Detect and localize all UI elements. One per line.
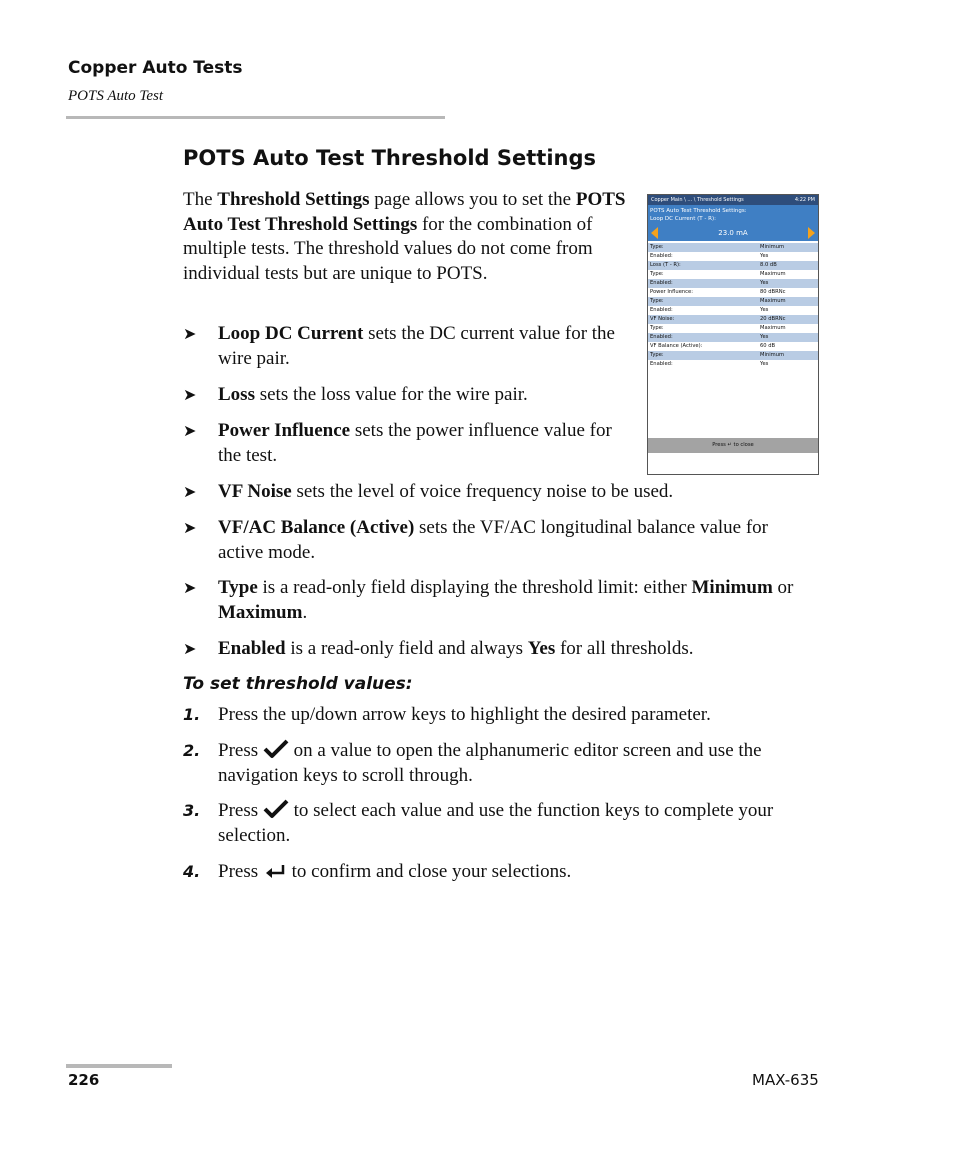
bullet-item xyxy=(183,637,823,663)
checkmark-icon xyxy=(263,739,289,759)
device-row[interactable] xyxy=(648,252,818,261)
bullet-text: Loop DC Current sets the DC current value for the wire pair. xyxy=(218,323,615,369)
bullet-item xyxy=(183,576,823,626)
device-row-label: Enabled: xyxy=(650,253,673,259)
device-row-value: 8.0 dB xyxy=(760,262,777,268)
device-row-label: VF Balance (Active): xyxy=(650,343,703,349)
device-row[interactable] xyxy=(648,243,818,252)
intro-text-3: for the combination of multiple tests. The threshold values do not come from individual tests but are unique to POTS. xyxy=(183,213,593,284)
device-row-label: Type: xyxy=(650,298,664,304)
step-text: Press on a value to open the alphanumeric editor screen and use the navigation keys to scroll through. xyxy=(218,740,762,786)
chapter-title: Copper Auto Tests xyxy=(68,58,243,78)
procedure-step xyxy=(183,703,823,729)
device-row[interactable] xyxy=(648,279,818,288)
arrowhead-bullet-icon: ➤ xyxy=(183,423,197,440)
procedure-step xyxy=(183,799,823,849)
device-row-value: Yes xyxy=(760,307,769,313)
device-row-value: Maximum xyxy=(760,325,786,331)
device-row[interactable] xyxy=(648,288,818,297)
device-footer[interactable]: Press ↵ to close xyxy=(648,438,818,453)
device-row-value: 60 dB xyxy=(760,343,776,349)
device-field-value[interactable]: 23.0 mA xyxy=(718,229,748,237)
device-row-label: Enabled: xyxy=(650,307,673,313)
device-row-value: Yes xyxy=(760,334,769,340)
device-row-label: Loss (T - R): xyxy=(650,262,681,268)
device-row[interactable] xyxy=(648,360,818,369)
device-header xyxy=(648,205,818,241)
device-row-value: Minimum xyxy=(760,244,785,250)
device-row-label: Enabled: xyxy=(650,334,673,340)
device-clock: 4:22 PM xyxy=(794,197,815,203)
section-heading: POTS Auto Test Threshold Settings xyxy=(183,146,597,170)
device-row-label: Enabled: xyxy=(650,280,673,286)
device-titlebar xyxy=(648,195,818,205)
device-row-value: Yes xyxy=(760,361,769,367)
arrowhead-bullet-icon: ➤ xyxy=(183,641,197,658)
device-row[interactable] xyxy=(648,270,818,279)
section-subtitle: POTS Auto Test xyxy=(68,88,164,104)
intro-text-1: The xyxy=(183,189,218,210)
device-row[interactable] xyxy=(648,297,818,306)
device-window-title: Copper Main \ ... \ Threshold Settings xyxy=(651,197,744,203)
device-row-value: Maximum xyxy=(760,271,786,277)
device-row[interactable] xyxy=(648,261,818,270)
device-heading: POTS Auto Test Threshold Settings: xyxy=(650,208,747,214)
device-row-label: Type: xyxy=(650,271,664,277)
arrowhead-bullet-icon: ➤ xyxy=(183,387,197,404)
device-screenshot xyxy=(647,194,819,475)
device-row-value: Yes xyxy=(760,253,769,259)
device-row[interactable] xyxy=(648,351,818,360)
step-text: Press to select each value and use the function keys to complete your selection. xyxy=(218,800,774,846)
checkmark-icon xyxy=(263,799,289,819)
step-number: 3. xyxy=(183,801,201,820)
device-row-label: Power Influence: xyxy=(650,289,693,295)
device-row-label: Type: xyxy=(650,325,664,331)
device-row-label: Type: xyxy=(650,352,664,358)
header-divider xyxy=(66,116,445,119)
bullet-text: Enabled is a read-only field and always Yes for all thresholds. xyxy=(218,638,694,659)
bullet-item xyxy=(183,322,643,372)
step-text: Press the up/down arrow keys to highlight the desired parameter. xyxy=(218,704,711,725)
intro-text-2: page allows you to set the xyxy=(369,189,576,210)
page-number: 226 xyxy=(68,1071,100,1089)
device-row-label: Type: xyxy=(650,244,664,250)
intro-paragraph xyxy=(183,188,641,286)
bullet-text: VF/AC Balance (Active) sets the VF/AC longitudinal balance value for active mode. xyxy=(218,517,768,563)
right-arrow-icon[interactable] xyxy=(808,227,815,239)
arrowhead-bullet-icon: ➤ xyxy=(183,580,197,597)
bullet-text: Power Influence sets the power influence value for the test. xyxy=(218,420,612,466)
bullet-item xyxy=(183,480,823,506)
bullet-item xyxy=(183,419,643,469)
return-arrow-icon xyxy=(263,860,287,880)
step-number: 1. xyxy=(183,705,201,724)
device-row[interactable] xyxy=(648,306,818,315)
bullet-text: Loss sets the loss value for the wire pair. xyxy=(218,384,528,405)
arrowhead-bullet-icon: ➤ xyxy=(183,484,197,501)
device-row[interactable] xyxy=(648,324,818,333)
device-row[interactable] xyxy=(648,315,818,324)
device-row-value: Yes xyxy=(760,280,769,286)
procedure-step xyxy=(183,739,823,789)
device-row-value: 80 dBRNc xyxy=(760,289,786,295)
arrowhead-bullet-icon: ➤ xyxy=(183,326,197,343)
device-row[interactable] xyxy=(648,333,818,342)
footer-divider xyxy=(66,1064,172,1068)
procedure-step xyxy=(183,860,823,886)
step-text: Press to confirm and close your selections. xyxy=(218,861,572,882)
device-row-value: 20 dBRNc xyxy=(760,316,786,322)
bullet-item xyxy=(183,516,823,566)
bullet-text: VF Noise sets the level of voice frequency noise to be used. xyxy=(218,481,674,502)
intro-bold-2: POTS Auto Test Threshold Settings xyxy=(183,189,626,235)
step-number: 4. xyxy=(183,862,201,881)
bullet-text: Type is a read-only field displaying the threshold limit: either Minimum or Maximum. xyxy=(218,577,794,623)
device-row-value: Minimum xyxy=(760,352,785,358)
intro-bold-1: Threshold Settings xyxy=(217,189,370,210)
device-field-label: Loop DC Current (T - R): xyxy=(650,216,716,222)
document-id: MAX-635 xyxy=(752,1071,819,1089)
device-row-label: Enabled: xyxy=(650,361,673,367)
device-row-value: Maximum xyxy=(760,298,786,304)
step-number: 2. xyxy=(183,741,201,760)
arrowhead-bullet-icon: ➤ xyxy=(183,520,197,537)
procedure-title: To set threshold values: xyxy=(183,674,413,694)
bullet-item xyxy=(183,383,643,409)
device-row[interactable] xyxy=(648,342,818,351)
device-row-label: VF Noise: xyxy=(650,316,675,322)
